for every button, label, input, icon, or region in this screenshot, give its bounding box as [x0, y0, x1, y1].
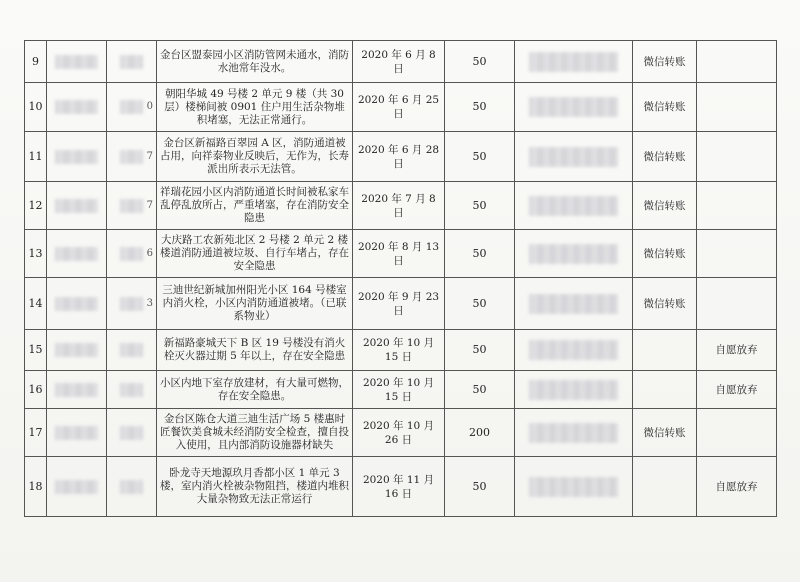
- redacted-phone: [107, 83, 157, 132]
- payment-method: 微信转账: [633, 409, 697, 457]
- table-row: [25, 330, 777, 371]
- redaction-blur: [529, 294, 618, 314]
- phone-tail-digit: 3: [146, 297, 153, 309]
- redaction-blur: [529, 196, 618, 216]
- hazard-description: 祥瑞花园小区内消防通道长时间被私家车乱停乱放所占，严重堵塞，存在消防安全隐患: [157, 182, 353, 230]
- redacted-name: [47, 182, 107, 230]
- redaction-blur: [55, 480, 97, 494]
- remark: 自愿放弃: [697, 371, 777, 409]
- row-number: 11: [25, 132, 47, 182]
- redaction-blur: [529, 97, 618, 117]
- report-date: 2020 年 6 月 25 日: [353, 83, 445, 132]
- redacted-phone: [107, 132, 157, 182]
- redaction-blur: [120, 150, 144, 164]
- phone-tail-digit: 0: [146, 101, 153, 112]
- hazard-description: 金台区盟泰园小区消防管网未通水，消防水池常年没水。: [157, 41, 353, 83]
- report-date: 2020 年 10 月 26 日: [353, 409, 445, 457]
- reward-amount: 50: [445, 230, 515, 278]
- reward-amount: 50: [445, 278, 515, 330]
- hazard-description: 朝阳华城 49 号楼 2 单元 9 楼（共 30 层）楼梯间被 0901 住户用生活杂物堆积堵塞，无法正常通行。: [157, 83, 353, 132]
- redacted-account: [515, 409, 633, 457]
- row-number: 9: [25, 41, 47, 83]
- reward-amount: 50: [445, 83, 515, 132]
- table-row: [25, 278, 777, 330]
- redacted-phone: [107, 457, 157, 517]
- redaction-blur: [120, 343, 144, 357]
- remark: [697, 83, 777, 132]
- phone-tail-digit: 6: [146, 247, 153, 259]
- redaction-blur: [55, 383, 97, 397]
- redacted-account: [515, 371, 633, 409]
- redaction-blur: [529, 423, 618, 443]
- report-date: 2020 年 11 月 16 日: [353, 457, 445, 517]
- report-date: 2020 年 6 月 8 日: [353, 41, 445, 83]
- reward-amount: 50: [445, 457, 515, 517]
- payment-method: [633, 371, 697, 409]
- redaction-blur: [55, 55, 97, 69]
- report-date: 2020 年 10 月 15 日: [353, 371, 445, 409]
- hazard-description: 卧龙寺天地源玖月香都小区 1 单元 3 楼，室内消火栓被杂物阻挡，楼道内堆积大量杂物致无法正常运行: [157, 457, 353, 517]
- reward-amount: 200: [445, 409, 515, 457]
- row-number: 15: [25, 330, 47, 371]
- redacted-account: [515, 330, 633, 371]
- redaction-blur: [55, 199, 97, 213]
- remark: [697, 230, 777, 278]
- row-number: 13: [25, 230, 47, 278]
- reward-amount: 50: [445, 41, 515, 83]
- table-row: [25, 182, 777, 230]
- reward-amount: 50: [445, 330, 515, 371]
- row-number: 16: [25, 371, 47, 409]
- hazard-description: 金台区陈仓大道三迪生活广场 5 楼惠时匠餐饮美食城未经消防安全检查，擅自投入使用，且内部消防设施器材缺失: [157, 409, 353, 457]
- redaction-blur: [55, 343, 97, 357]
- hazard-description: 新福路豪城天下 B 区 19 号楼没有消火栓灭火器过期 5 年以上，存在安全隐患: [157, 330, 353, 371]
- redacted-phone: [107, 371, 157, 409]
- redaction-blur: [120, 100, 144, 114]
- redaction-blur: [120, 383, 144, 397]
- redacted-name: [47, 409, 107, 457]
- row-number: 14: [25, 278, 47, 330]
- report-date: 2020 年 7 月 8 日: [353, 182, 445, 230]
- remark: 自愿放弃: [697, 457, 777, 517]
- redaction-blur: [120, 480, 144, 494]
- redacted-phone: [107, 409, 157, 457]
- remark: [697, 182, 777, 230]
- table-row: [25, 41, 777, 83]
- redacted-name: [47, 132, 107, 182]
- table-row: [25, 409, 777, 457]
- redaction-blur: [529, 340, 618, 360]
- redaction-blur: [55, 150, 97, 164]
- remark: 自愿放弃: [697, 330, 777, 371]
- redaction-blur: [529, 52, 618, 72]
- payment-method: 微信转账: [633, 278, 697, 330]
- row-number: 17: [25, 409, 47, 457]
- redaction-blur: [529, 380, 618, 400]
- redacted-name: [47, 371, 107, 409]
- reward-amount: 50: [445, 182, 515, 230]
- redaction-blur: [120, 426, 144, 440]
- payment-method: 微信转账: [633, 230, 697, 278]
- redacted-account: [515, 83, 633, 132]
- payment-method: 微信转账: [633, 41, 697, 83]
- row-number: 18: [25, 457, 47, 517]
- report-date: 2020 年 9 月 23 日: [353, 278, 445, 330]
- reward-amount: 50: [445, 371, 515, 409]
- redaction-blur: [529, 244, 618, 264]
- redaction-blur: [120, 297, 144, 311]
- table-row: [25, 371, 777, 409]
- redacted-name: [47, 457, 107, 517]
- redaction-blur: [120, 55, 144, 69]
- report-date: 2020 年 10 月 15 日: [353, 330, 445, 371]
- payment-method: [633, 330, 697, 371]
- redacted-name: [47, 230, 107, 278]
- redaction-blur: [55, 247, 97, 261]
- report-date: 2020 年 6 月 28 日: [353, 132, 445, 182]
- redaction-blur: [55, 100, 97, 114]
- table-row: [25, 83, 777, 132]
- redacted-account: [515, 230, 633, 278]
- redacted-phone: [107, 41, 157, 83]
- redacted-phone: [107, 230, 157, 278]
- payment-method: 微信转账: [633, 83, 697, 132]
- redacted-name: [47, 83, 107, 132]
- redacted-account: [515, 278, 633, 330]
- table-row: [25, 132, 777, 182]
- table-row: [25, 457, 777, 517]
- redacted-account: [515, 132, 633, 182]
- remark: [697, 409, 777, 457]
- remark: [697, 41, 777, 83]
- payment-method: [633, 457, 697, 517]
- redacted-account: [515, 41, 633, 83]
- redaction-blur: [120, 247, 144, 261]
- redaction-blur: [55, 297, 97, 311]
- hazard-description: 金台区新福路百翠园 A 区，消防通道被占用，向祥泰物业反映后，无作为，长寿派出所表示无法管。: [157, 132, 353, 182]
- redacted-phone: [107, 330, 157, 371]
- hazard-description: 小区内地下室存放建材，有大量可燃物，存在安全隐患。: [157, 371, 353, 409]
- row-number: 10: [25, 83, 47, 132]
- table-row: [25, 230, 777, 278]
- reward-records-table: [24, 40, 777, 517]
- redacted-account: [515, 182, 633, 230]
- redacted-phone: [107, 278, 157, 330]
- redacted-name: [47, 278, 107, 330]
- reward-amount: 50: [445, 132, 515, 182]
- redaction-blur: [120, 199, 144, 213]
- hazard-description: 三迪世纪新城加州阳光小区 164 号楼室内消火栓，小区内消防通道被堵。（已联系物业）: [157, 278, 353, 330]
- remark: [697, 132, 777, 182]
- redaction-blur: [529, 147, 618, 167]
- report-date: 2020 年 8 月 13 日: [353, 230, 445, 278]
- payment-method: 微信转账: [633, 182, 697, 230]
- remark: [697, 278, 777, 330]
- payment-method: 微信转账: [633, 132, 697, 182]
- redaction-blur: [55, 426, 97, 440]
- redacted-account: [515, 457, 633, 517]
- redacted-phone: [107, 182, 157, 230]
- hazard-description: 大庆路工农新苑北区 2 号楼 2 单元 2 楼楼道消防通道被垃圾、自行车堵占，存在安全隐患: [157, 230, 353, 278]
- redaction-blur: [529, 477, 618, 497]
- redacted-name: [47, 330, 107, 371]
- phone-tail-digit: 7: [146, 199, 153, 211]
- redacted-name: [47, 41, 107, 83]
- row-number: 12: [25, 182, 47, 230]
- phone-tail-digit: 7: [146, 150, 153, 162]
